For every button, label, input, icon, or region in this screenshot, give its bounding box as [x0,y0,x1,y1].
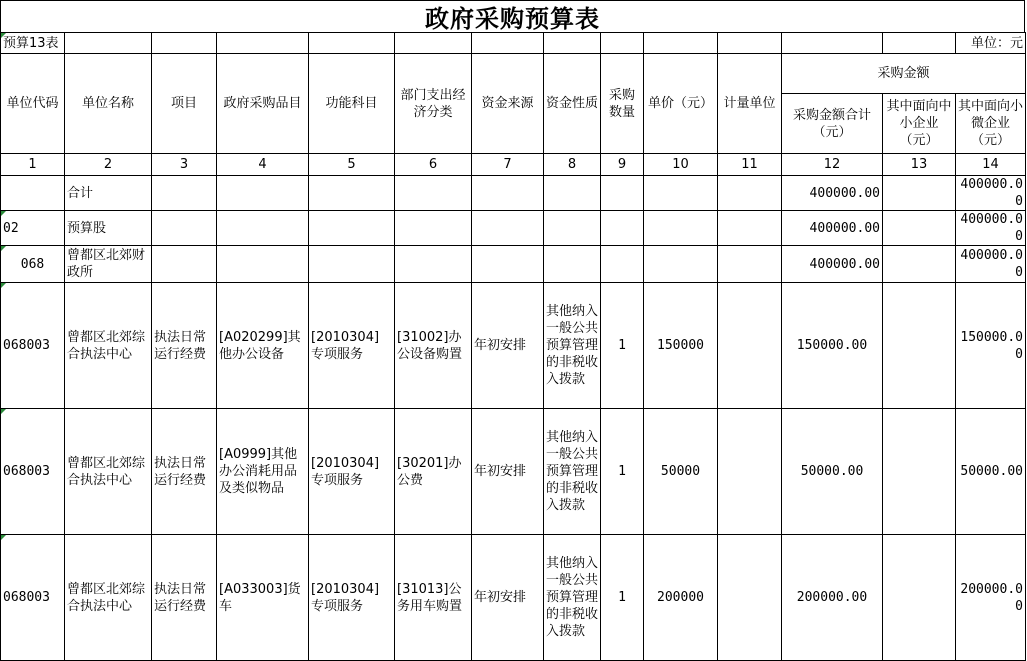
header-dept-expense-class: 部门支出经济分类 [395,54,472,154]
cell-unit [718,409,782,535]
cell-project: 执法日常运行经费 [152,409,217,535]
cell-source: 年初安排 [472,283,544,409]
cell-total: 200000.00 [782,535,883,661]
cell-project: 执法日常运行经费 [152,535,217,661]
col-number: 5 [309,154,395,176]
cell-micro: 400000.00 [956,211,1026,246]
col-number: 3 [152,154,217,176]
cell-micro: 400000.00 [956,176,1026,211]
cell-sme [883,283,956,409]
cell-micro: 200000.00 [956,535,1026,661]
cell-total: 400000.00 [782,176,883,211]
cell-micro: 400000.00 [956,246,1026,283]
cell-code [1,176,65,211]
cell-price: 50000 [644,409,718,535]
cell-name: 合计 [65,176,152,211]
cell-code: 068 [1,246,65,283]
cell-code: 068003 [1,283,65,409]
header-amount-group: 采购金额 [782,54,1026,94]
cell-sme [883,409,956,535]
col-number: 14 [956,154,1026,176]
col-number: 11 [718,154,782,176]
header-measure-unit: 计量单位 [718,54,782,154]
col-number: 6 [395,154,472,176]
cell-nature: 其他纳入一般公共预算管理的非税收入拨款 [544,535,601,661]
cell-total: 400000.00 [782,211,883,246]
col-number: 13 [883,154,956,176]
header-fund-source: 资金来源 [472,54,544,154]
cell-name: 曾都区北郊综合执法中心 [65,409,152,535]
header-sme: 其中面向中小企业（元） [883,94,956,154]
cell-name: 曾都区北郊综合执法中心 [65,535,152,661]
cell-item: [A0999]其他办公消耗用品及类似物品 [217,409,309,535]
col-number: 10 [644,154,718,176]
cell-name: 曾都区北郊综合执法中心 [65,283,152,409]
cell-code: 068003 [1,409,65,535]
cell-total: 50000.00 [782,409,883,535]
cell-econ: [31002]办公设备购置 [395,283,472,409]
cell-micro: 150000.00 [956,283,1026,409]
cell-name: 预算股 [65,211,152,246]
cell-micro: 50000.00 [956,409,1026,535]
cell-source: 年初安排 [472,535,544,661]
cell-function: [2010304]专项服务 [309,283,395,409]
summary-row-total [1,176,1026,211]
col-number: 1 [1,154,65,176]
cell-project: 执法日常运行经费 [152,283,217,409]
cell-econ: [30201]办公费 [395,409,472,535]
cell-name: 曾都区北郊财政所 [65,246,152,283]
cell-source: 年初安排 [472,409,544,535]
col-number: 2 [65,154,152,176]
col-number: 7 [472,154,544,176]
header-fund-nature: 资金性质 [544,54,601,154]
col-number: 8 [544,154,601,176]
cell-nature: 其他纳入一般公共预算管理的非税收入拨款 [544,283,601,409]
table-row [1,409,1026,535]
unit-label: 单位：元 [956,33,1026,54]
column-number-row [1,154,1026,176]
cell-code: 068003 [1,535,65,661]
cell-unit [718,535,782,661]
summary-row-office [1,246,1026,283]
cell-qty: 1 [601,283,644,409]
cell-total: 400000.00 [782,246,883,283]
cell-qty: 1 [601,409,644,535]
cell-nature: 其他纳入一般公共预算管理的非税收入拨款 [544,409,601,535]
header-procurement-item: 政府采购品目 [217,54,309,154]
meta-row [1,33,1026,54]
header-unit-code: 单位代码 [1,54,65,154]
table-row [1,535,1026,661]
header-function-subject: 功能科目 [309,54,395,154]
header-unit-name: 单位名称 [65,54,152,154]
col-number: 4 [217,154,309,176]
header-amount-total: 采购金额合计（元） [782,94,883,154]
cell-function: [2010304]专项服务 [309,409,395,535]
summary-row-dept [1,211,1026,246]
cell-qty: 1 [601,535,644,661]
cell-price: 150000 [644,283,718,409]
budget-table [0,32,1026,661]
cell-code: 02 [1,211,65,246]
cell-item: [A020299]其他办公设备 [217,283,309,409]
header-project: 项目 [152,54,217,154]
cell-econ: [31013]公务用车购置 [395,535,472,661]
cell-function: [2010304]专项服务 [309,535,395,661]
table-row [1,283,1026,409]
header-row [1,54,1026,94]
header-micro: 其中面向小微企业（元） [956,94,1026,154]
form-number: 预算13表 [1,33,65,54]
cell-unit [718,283,782,409]
cell-total: 150000.00 [782,283,883,409]
col-number: 9 [601,154,644,176]
header-unit-price: 单价（元） [644,54,718,154]
cell-price: 200000 [644,535,718,661]
header-quantity: 采购数量 [601,54,644,154]
cell-sme [883,535,956,661]
cell-item: [A033003]货车 [217,535,309,661]
page-title: 政府采购预算表 [0,0,1025,32]
col-number: 12 [782,154,883,176]
